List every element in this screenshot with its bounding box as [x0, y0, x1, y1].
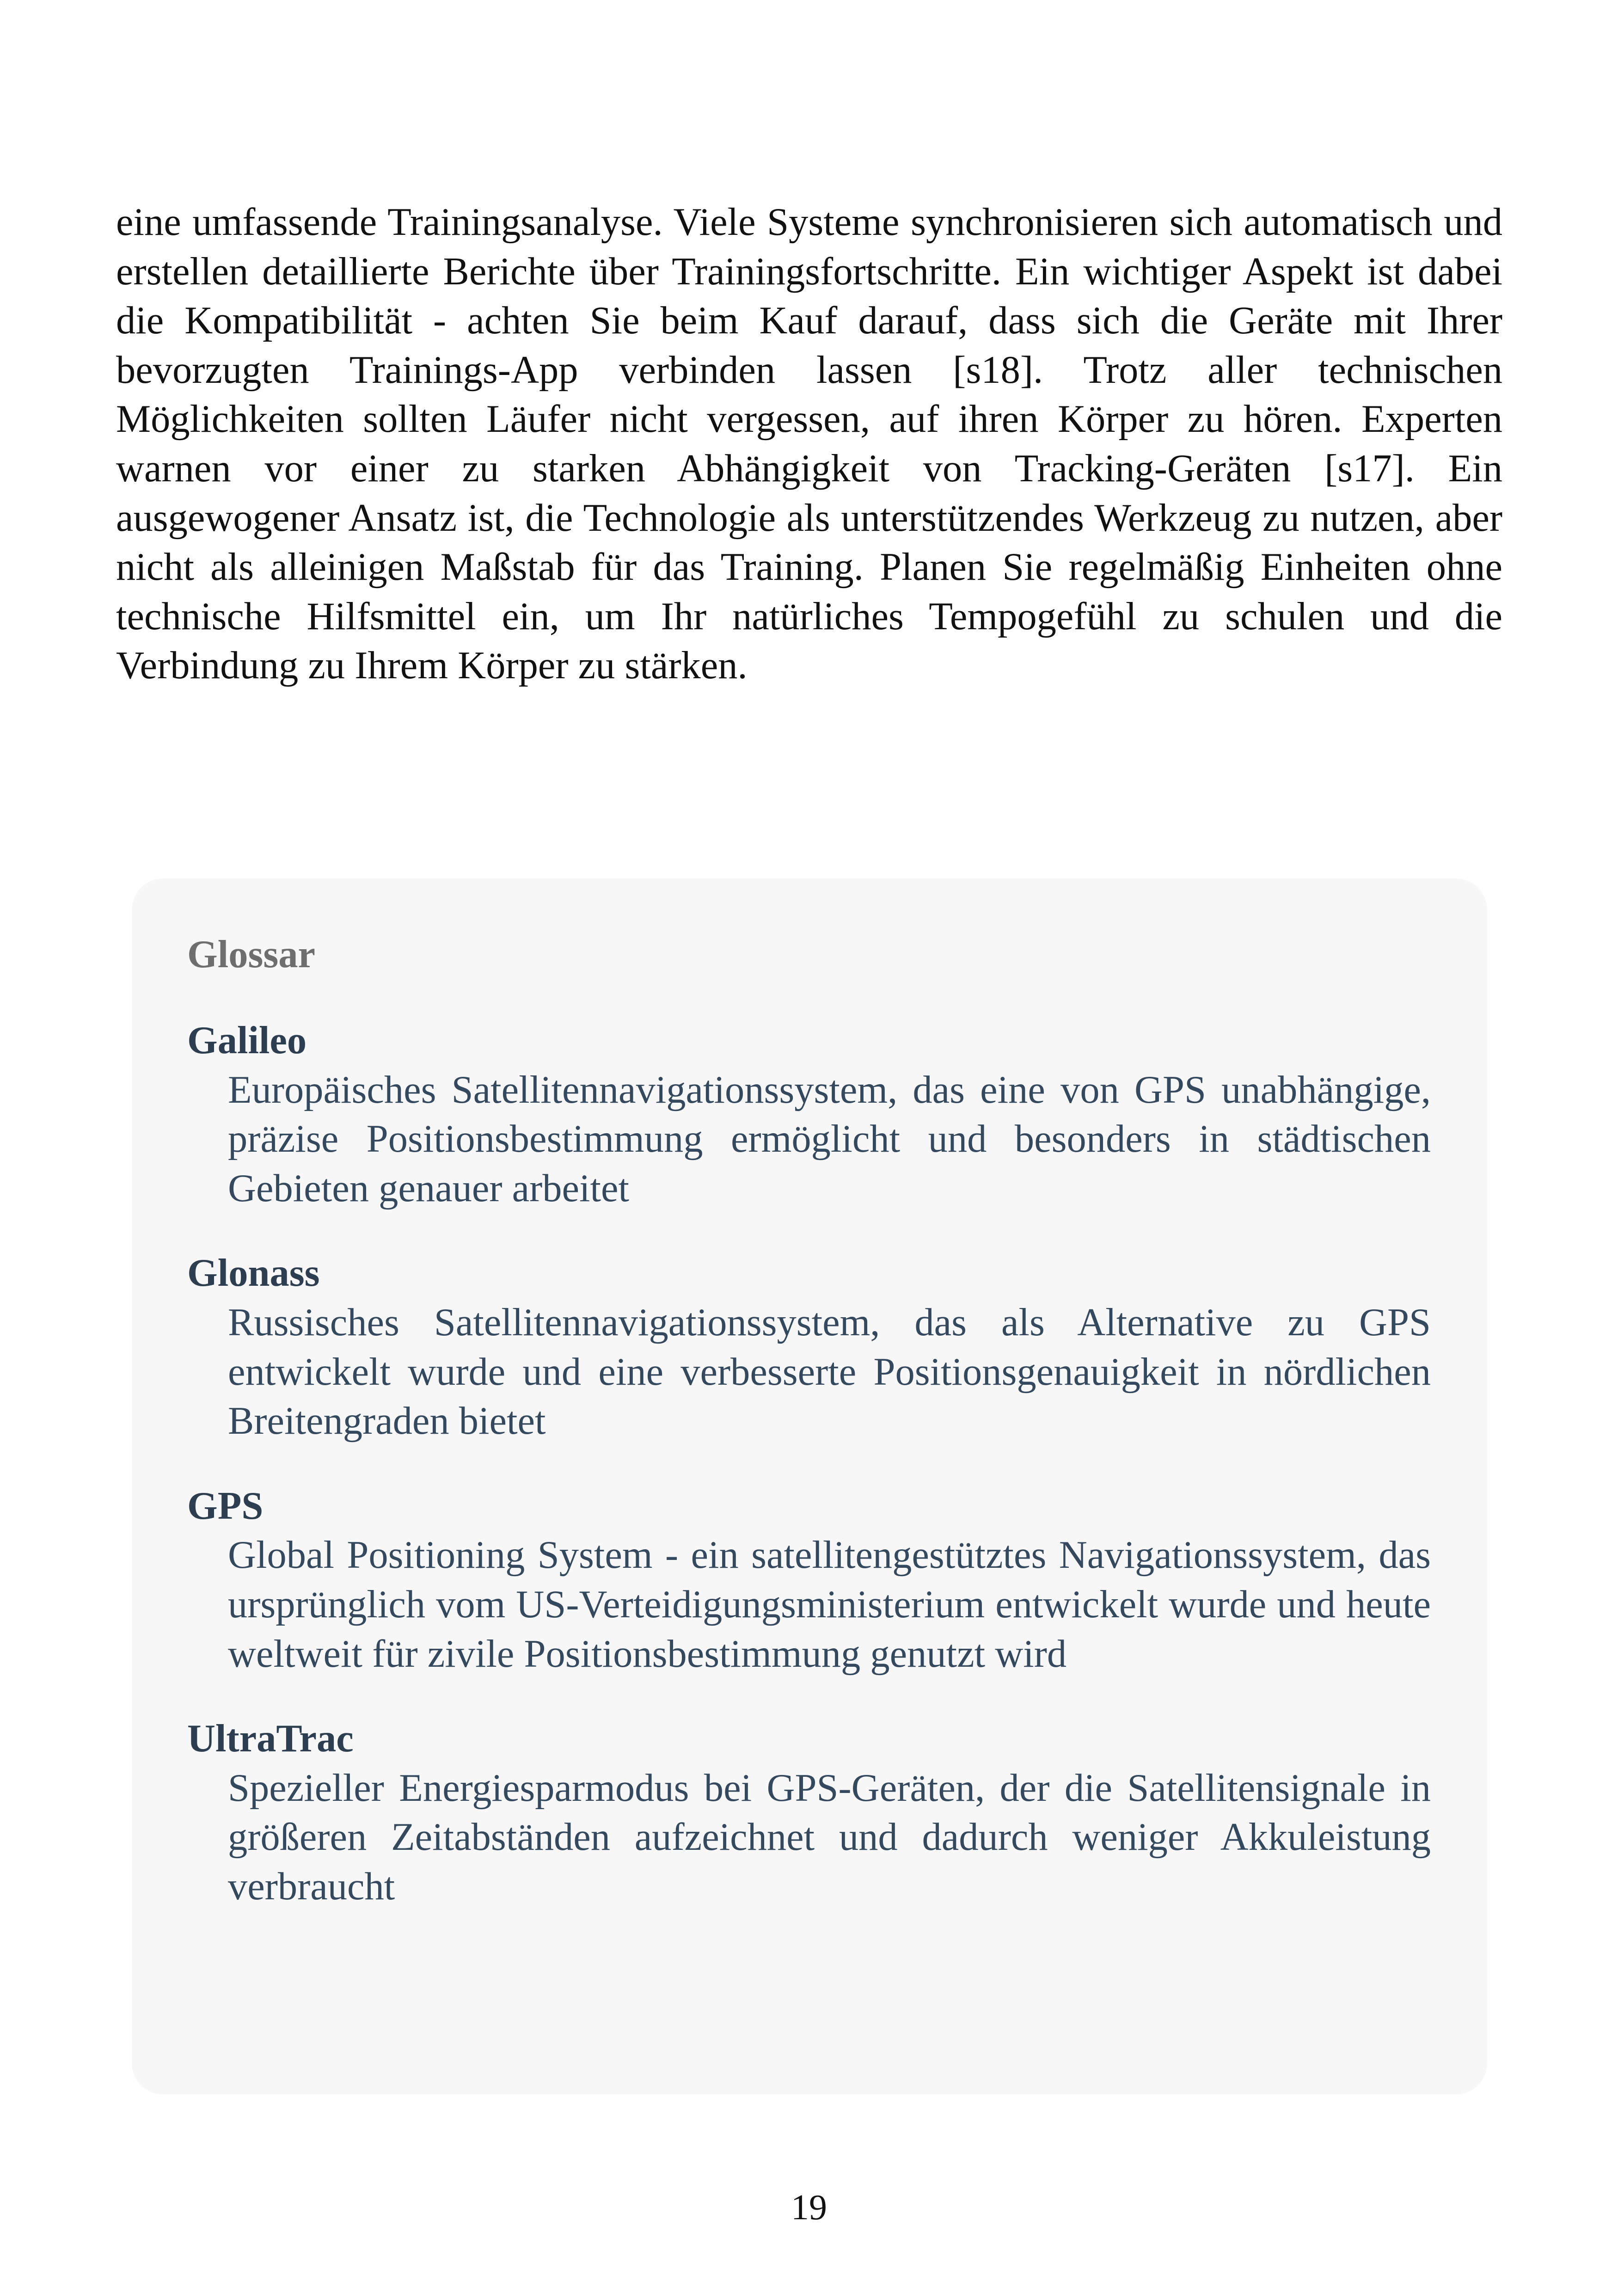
- glossary-definition-galileo: Europäisches Satellitennavigationssystem, das eine von GPS unabhängige, präzise Positionsbestimmung ermöglicht und besonders in städtischen Gebieten genauer arbeitet: [228, 1068, 1431, 1210]
- glossary-list: [187, 1016, 1431, 1912]
- glossary-term-ultratrac: UltraTrac: [187, 1717, 354, 1761]
- page-number: 19: [791, 2187, 827, 2227]
- glossary-definition-ultratrac: Spezieller Energiesparmodus bei GPS-Geräten, der die Satellitensignale in größeren Zeitabständen aufzeichnet und dadurch weniger Akkuleistung verbraucht: [228, 1766, 1431, 1908]
- glossary-title: Glossar: [187, 933, 315, 976]
- glossary-box: [132, 878, 1487, 2094]
- glossary-term-glonass: Glonass: [187, 1252, 320, 1295]
- glossary-term-gps: GPS: [187, 1484, 264, 1528]
- glossary-definition-gps: Global Positioning System - ein satellitengestütztes Navigationssystem, das ursprünglich vom US-Verteidigungsministerium entwickelt wurde und heute weltweit für zivile Positionsbestimmung genutzt wird: [228, 1534, 1431, 1676]
- glossary-term-galileo: Galileo: [187, 1019, 307, 1062]
- glossary-definition-glonass: Russisches Satellitennavigationssystem, das als Alternative zu GPS entwickelt wurde und eine verbesserte Positionsgenauigkeit in nördlichen Breitengraden bietet: [228, 1301, 1431, 1443]
- body-paragraph: eine umfassende Trainingsanalyse. Viele Systeme synchronisieren sich automatisch und erstellen detaillierte Berichte über Trainingsfortschritte. Ein wichtiger Aspekt ist dabei die Kompatibilität - achten Sie beim Kauf darauf, dass sich die Geräte mit Ihrer bevorzugten Trainings-App verbinden lassen [s18]. Trotz aller technischen Möglichkeiten sollten Läufer nicht vergessen, auf ihren Körper zu hören. Experten warnen vor einer zu starken Abhängigkeit von Tracking-Geräten [s17]. Ein ausgewogener Ansatz ist, die Technologie als unterstützendes Werkzeug zu nutzen, aber nicht als alleinigen Maßstab für das Training. Planen Sie regelmäßig Einheiten ohne technische Hilfsmittel ein, um Ihr natürliches Tempogefühl zu schulen und die Verbindung zu Ihrem Körper zu stärken.: [116, 201, 1502, 688]
